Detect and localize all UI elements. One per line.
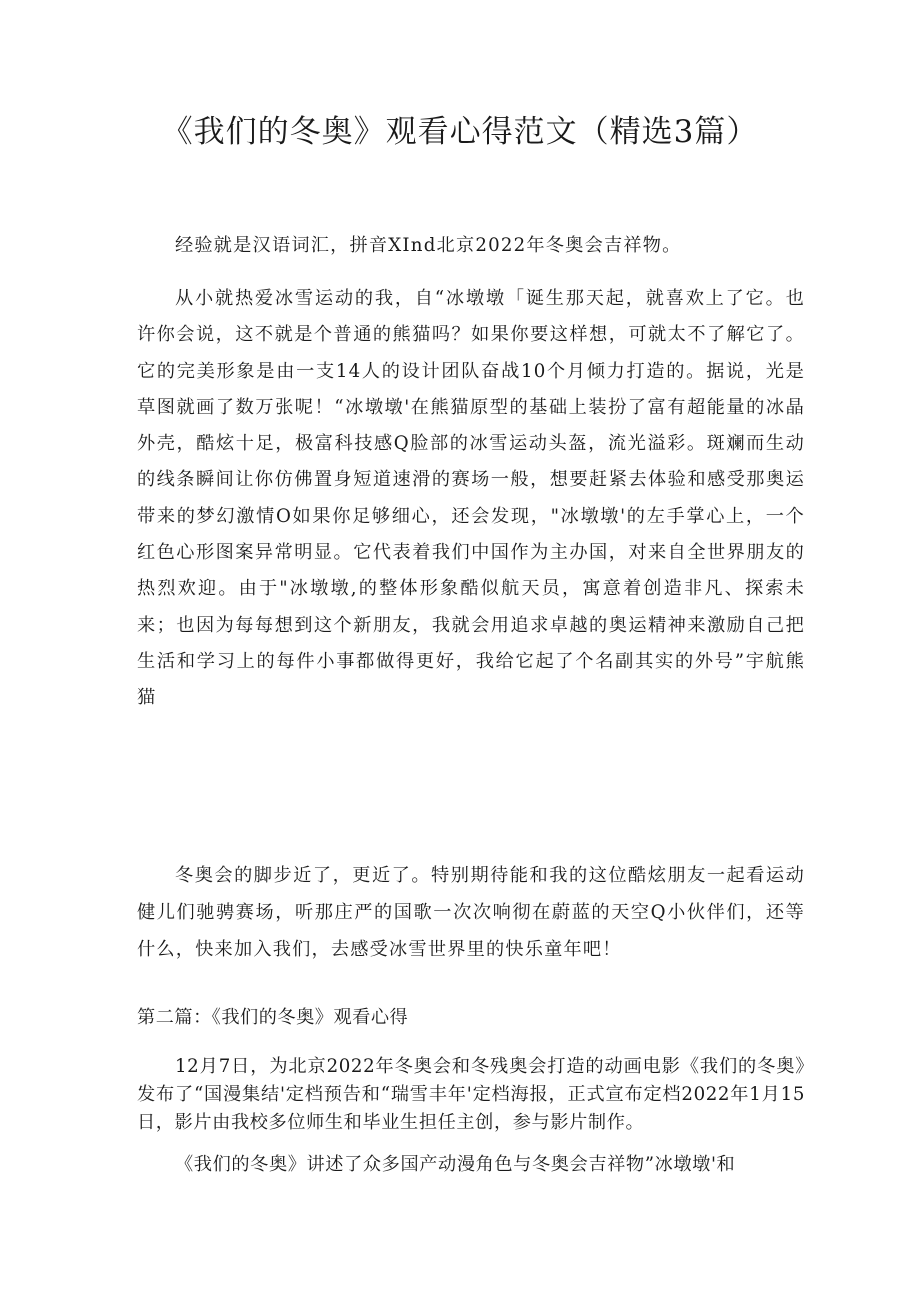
section2-paragraph-2: 《我们的冬奥》讲述了众多国产动漫角色与冬奥会吉祥物”冰墩墩'和 (175, 1154, 736, 1175)
intro-paragraph: 经验就是汉语词汇，拼音XInd北京2022年冬奥会吉祥物。 (175, 235, 682, 256)
body-paragraph-2: 冬奥会的脚步近了，更近了。特别期待能和我的这位酷炫朋友一起看运动健儿们驰骋赛场，听那庄严的国歌一次次响彻在蔚蓝的天空Q小伙伴们，还等什么，快来加入我们，去感受冰雪世界里的快乐童年吧！ (137, 865, 805, 960)
section2-paragraph-1: 12月7日，为北京2022年冬奥会和冬残奥会打造的动画电影《我们的冬奥》发布了“国漫集结'定档预告和“瑞雪丰年'定档海报，正式宣布定档2022年1月15日，影片由我校多位师生和毕业生担任主创，参与影片制作。 (137, 1056, 805, 1133)
page-title: 《我们的冬奥》观看心得范文（精选3篇） (161, 114, 759, 150)
body-paragraph-1: 从小就热爱冰雪运动的我，自“冰墩墩「诞生那天起，就喜欢上了它。也许你会说，这不就是个普通的熊猫吗？如果你要这样想，可就太不了解它了。它的完美形象是由一支14人的设计团队奋战10个月倾力打造的。据说，光是草图就画了数万张呢！“冰墩墩'在熊猫原型的基础上装扮了富有超能量的冰晶外壳，酷炫十足，极富科技感Q脸部的冰雪运动头盔，流光溢彩。斑斓而生动的线条瞬间让你仿佛置身短道速滑的赛场一般，想要赶紧去体验和感受那奥运带来的梦幻激情O如果你足够细心，还会发现，"冰墩墩'的左手掌心上，一个红色心形图案异常明显。它代表着我们中国作为主办国，对来自全世界朋友的热烈欢迎。由于"冰墩墩,的整体形象酷似航天员，寓意着创造非凡、探索未来；也因为每每想到这个新朋友，我就会用追求卓越的奥运精神来激励自己把生活和学习上的每件小事都做得更好，我给它起了个名副其实的外号”宇航熊猫 (137, 288, 805, 709)
section-heading-2: 第二篇：《我们的冬奥》观看心得 (137, 1007, 409, 1028)
